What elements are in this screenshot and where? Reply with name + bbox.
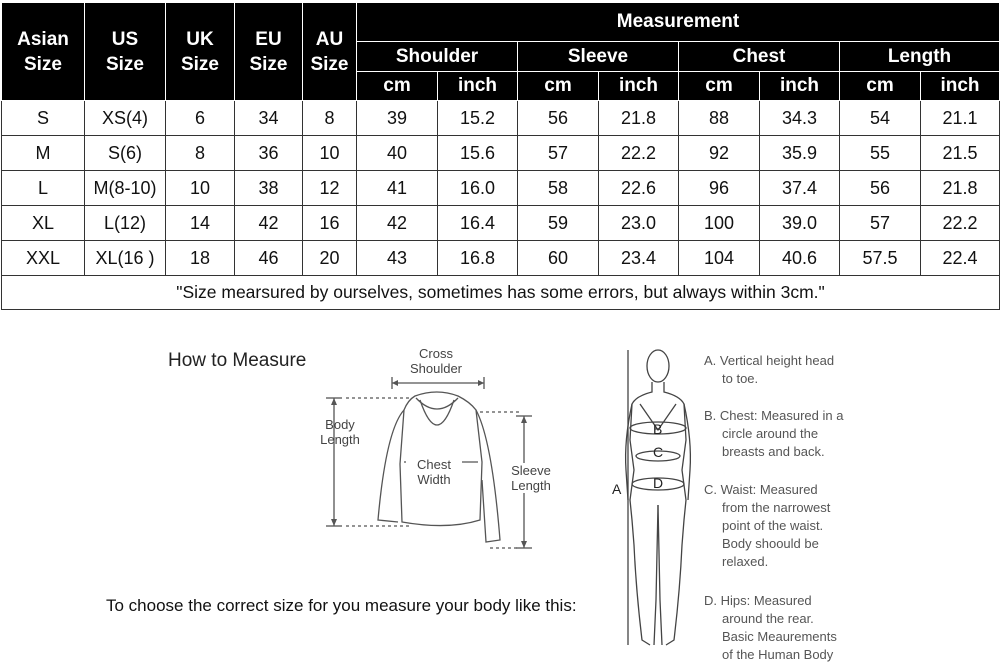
choose-size-instruction: To choose the correct size for you measure your body like this: xyxy=(106,596,577,615)
legend-d: D. Hips: Measured around the rear. Basic Meaurements of the Human Body xyxy=(704,593,837,662)
legend-a: A. Vertical height head to toe. xyxy=(704,353,835,386)
table-cell: 10 xyxy=(166,171,235,206)
table-cell: 34.3 xyxy=(760,101,840,136)
table-row xyxy=(2,171,1000,206)
table-cell: 36 xyxy=(235,136,303,171)
table-cell: 22.2 xyxy=(921,206,1000,241)
table-cell: 22.2 xyxy=(599,136,679,171)
table-cell: 15.2 xyxy=(438,101,518,136)
cross-shoulder-label: Cross Shoulder xyxy=(409,346,463,376)
table-cell: 8 xyxy=(303,101,357,136)
table-row xyxy=(2,136,1000,171)
table-cell: 6 xyxy=(166,101,235,136)
table-cell: 10 xyxy=(303,136,357,171)
table-cell: 41 xyxy=(357,171,438,206)
table-cell: L(12) xyxy=(85,206,166,241)
table-cell: 22.4 xyxy=(921,241,1000,276)
figure-letter-b: B xyxy=(653,421,663,437)
table-cell: 96 xyxy=(679,171,760,206)
legend-c: C. Waist: Measured from the narrowest point of the waist. Body shoould be relaxed. xyxy=(704,482,831,569)
header-eu-size: EU Size xyxy=(235,3,303,101)
unit-inch: inch xyxy=(599,72,679,101)
table-cell: 59 xyxy=(518,206,599,241)
table-cell: 54 xyxy=(840,101,921,136)
table-cell: 57 xyxy=(518,136,599,171)
table-cell: 92 xyxy=(679,136,760,171)
unit-cm: cm xyxy=(840,72,921,101)
table-cell: 21.5 xyxy=(921,136,1000,171)
table-cell: 21.1 xyxy=(921,101,1000,136)
table-cell: 43 xyxy=(357,241,438,276)
table-cell: 37.4 xyxy=(760,171,840,206)
unit-inch: inch xyxy=(438,72,518,101)
table-cell: 15.6 xyxy=(438,136,518,171)
table-cell: 55 xyxy=(840,136,921,171)
table-cell: 56 xyxy=(518,101,599,136)
table-cell: 38 xyxy=(235,171,303,206)
table-cell: 14 xyxy=(166,206,235,241)
table-row xyxy=(2,101,1000,136)
figure-letter-a: A xyxy=(612,481,622,497)
table-cell: 20 xyxy=(303,241,357,276)
table-row xyxy=(2,206,1000,241)
table-cell: XL xyxy=(2,206,85,241)
table-cell: 39.0 xyxy=(760,206,840,241)
sleeve-length-label: Sleeve Length xyxy=(502,463,560,493)
table-cell: 42 xyxy=(357,206,438,241)
table-cell: 16.8 xyxy=(438,241,518,276)
measurement-note: "Size mearsured by ourselves, sometimes has some errors, but always within 3cm." xyxy=(2,276,1000,310)
table-cell: 58 xyxy=(518,171,599,206)
table-cell: XL(16 ) xyxy=(85,241,166,276)
table-cell: 18 xyxy=(166,241,235,276)
table-cell: 42 xyxy=(235,206,303,241)
table-cell: 23.4 xyxy=(599,241,679,276)
table-cell: 100 xyxy=(679,206,760,241)
table-cell: 104 xyxy=(679,241,760,276)
table-cell: 39 xyxy=(357,101,438,136)
table-cell: 57.5 xyxy=(840,241,921,276)
table-cell: 34 xyxy=(235,101,303,136)
table-row xyxy=(2,241,1000,276)
table-cell: XXL xyxy=(2,241,85,276)
figure-letter-c: C xyxy=(653,444,664,460)
header-length: Length xyxy=(840,42,1000,72)
table-cell: 22.6 xyxy=(599,171,679,206)
body-length-label: Body Length xyxy=(320,417,360,447)
table-cell: 21.8 xyxy=(599,101,679,136)
table-cell: 35.9 xyxy=(760,136,840,171)
header-au-size: AU Size xyxy=(303,3,357,101)
table-cell: 88 xyxy=(679,101,760,136)
header-us-size: US Size xyxy=(85,3,166,101)
table-cell: 23.0 xyxy=(599,206,679,241)
table-cell: M xyxy=(2,136,85,171)
table-cell: 16.4 xyxy=(438,206,518,241)
table-cell: S(6) xyxy=(85,136,166,171)
header-shoulder: Shoulder xyxy=(357,42,518,72)
table-cell: 46 xyxy=(235,241,303,276)
figure-letter-d: D xyxy=(653,475,664,491)
table-cell: 16.0 xyxy=(438,171,518,206)
table-cell: 56 xyxy=(840,171,921,206)
how-to-measure-title: How to Measure xyxy=(168,350,307,371)
table-cell: L xyxy=(2,171,85,206)
size-chart-table xyxy=(1,2,1000,310)
table-cell: S xyxy=(2,101,85,136)
table-cell: 57 xyxy=(840,206,921,241)
header-uk-size: UK Size xyxy=(166,3,235,101)
header-sleeve: Sleeve xyxy=(518,42,679,72)
table-cell: 40.6 xyxy=(760,241,840,276)
table-cell: XS(4) xyxy=(85,101,166,136)
header-asian-size: Asian Size xyxy=(2,3,85,101)
legend-b: B. Chest: Measured in a circle around the breasts and back. xyxy=(704,408,844,459)
table-cell: 60 xyxy=(518,241,599,276)
unit-cm: cm xyxy=(518,72,599,101)
unit-cm: cm xyxy=(357,72,438,101)
table-cell: 12 xyxy=(303,171,357,206)
table-cell: 8 xyxy=(166,136,235,171)
table-cell: 16 xyxy=(303,206,357,241)
header-chest: Chest xyxy=(679,42,840,72)
unit-cm: cm xyxy=(679,72,760,101)
table-cell: M(8-10) xyxy=(85,171,166,206)
header-measurement: Measurement xyxy=(357,3,1000,42)
unit-inch: inch xyxy=(760,72,840,101)
table-cell: 21.8 xyxy=(921,171,1000,206)
table-cell: 40 xyxy=(357,136,438,171)
chest-width-label: Chest Width xyxy=(406,457,462,487)
unit-inch: inch xyxy=(921,72,1000,101)
